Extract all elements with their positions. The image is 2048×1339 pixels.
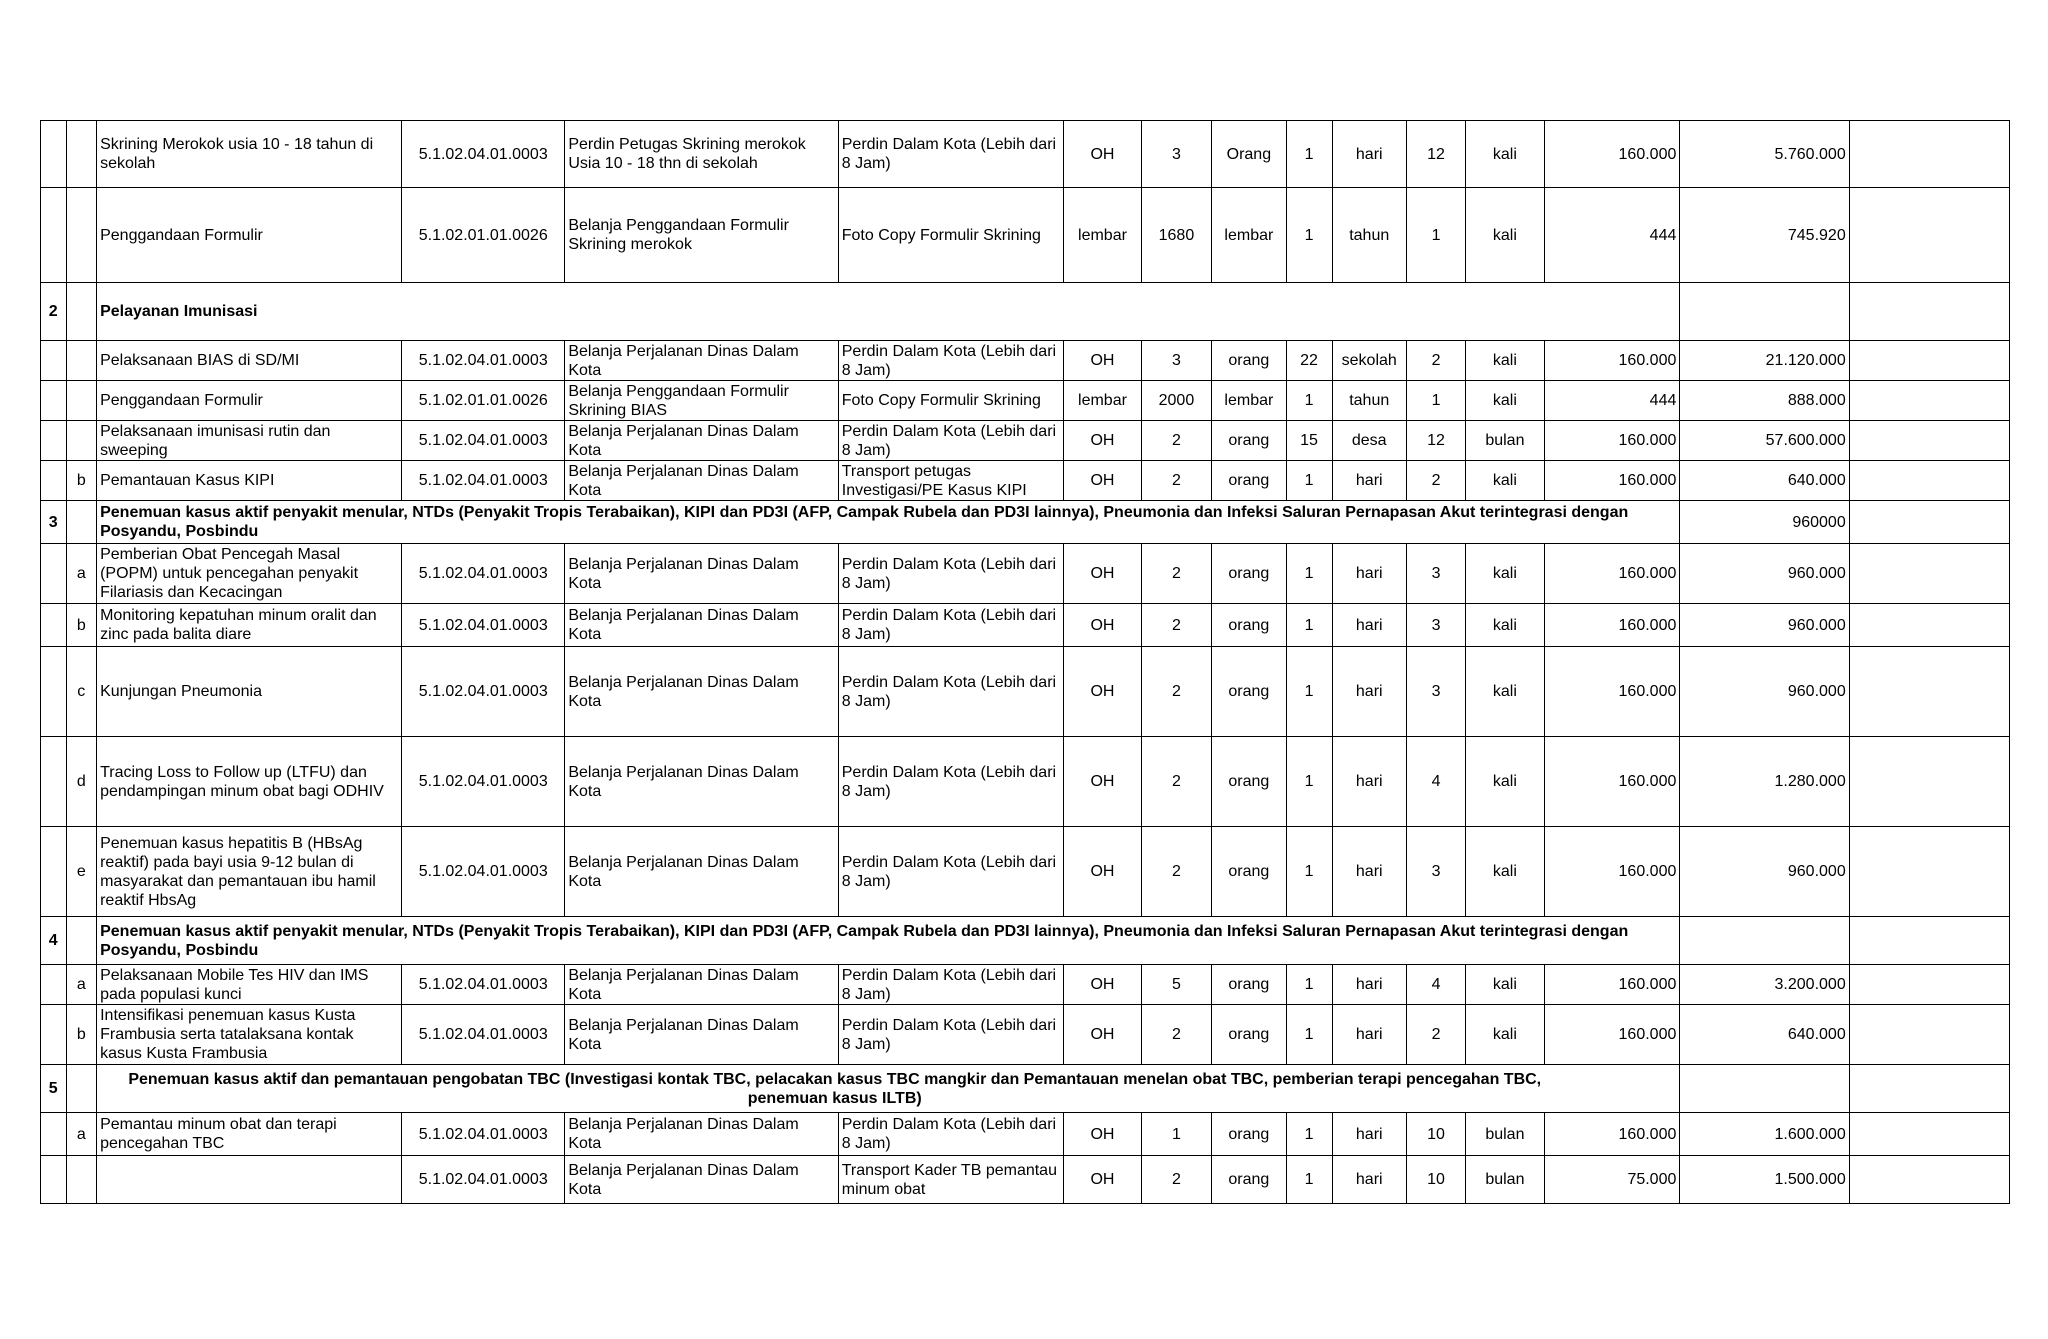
kode-cell: 5.1.02.04.01.0003 bbox=[402, 1113, 565, 1156]
kode-cell: 5.1.02.04.01.0003 bbox=[402, 647, 565, 737]
total-cell: 1.280.000 bbox=[1680, 737, 1849, 827]
total-cell: 1.600.000 bbox=[1680, 1113, 1849, 1156]
satuan-1-cell: orang bbox=[1212, 1113, 1286, 1156]
volume-3-cell: 2 bbox=[1406, 461, 1465, 501]
belanja-cell: Belanja Perjalanan Dinas Dalam Kota bbox=[565, 544, 838, 604]
volume-3-cell: 1 bbox=[1406, 188, 1465, 283]
no-cell bbox=[41, 421, 67, 461]
volume-2-cell: 22 bbox=[1286, 341, 1332, 381]
table-row bbox=[41, 647, 2010, 737]
volume-1-cell: 2 bbox=[1141, 604, 1211, 647]
kode-cell: 5.1.02.04.01.0003 bbox=[402, 827, 565, 917]
satuan-cell: OH bbox=[1064, 544, 1142, 604]
harga-cell: 160.000 bbox=[1544, 1113, 1680, 1156]
total-cell: 3.200.000 bbox=[1680, 965, 1849, 1005]
kode-cell: 5.1.02.04.01.0003 bbox=[402, 604, 565, 647]
keterangan-cell bbox=[1849, 737, 2009, 827]
section-number: 2 bbox=[41, 283, 67, 341]
belanja-cell: Belanja Perjalanan Dinas Dalam Kota bbox=[565, 341, 838, 381]
sub-cell: b bbox=[66, 1005, 97, 1065]
volume-2-cell: 1 bbox=[1286, 1113, 1332, 1156]
satuan-3-cell: bulan bbox=[1466, 1113, 1545, 1156]
table-row bbox=[41, 1113, 2010, 1156]
satuan-cell: OH bbox=[1064, 341, 1142, 381]
volume-3-cell: 1 bbox=[1406, 381, 1465, 421]
satuan-cell: OH bbox=[1064, 421, 1142, 461]
harga-cell: 160.000 bbox=[1544, 1005, 1680, 1065]
uraian-cell: Perdin Dalam Kota (Lebih dari 8 Jam) bbox=[838, 1005, 1063, 1065]
kode-cell: 5.1.02.04.01.0003 bbox=[402, 1156, 565, 1204]
kegiatan-cell: Monitoring kepatuhan minum oralit dan zinc pada balita diare bbox=[97, 604, 402, 647]
satuan-1-cell: orang bbox=[1212, 461, 1286, 501]
kegiatan-cell: Intensifikasi penemuan kasus Kusta Frambusia serta tatalaksana kontak kasus Kusta Frambusia bbox=[97, 1005, 402, 1065]
harga-cell: 444 bbox=[1544, 188, 1680, 283]
keterangan-cell bbox=[1849, 341, 2009, 381]
volume-2-cell: 1 bbox=[1286, 647, 1332, 737]
uraian-cell: Perdin Dalam Kota (Lebih dari 8 Jam) bbox=[838, 421, 1063, 461]
sub-cell bbox=[66, 188, 97, 283]
table-row bbox=[41, 381, 2010, 421]
volume-1-cell: 1680 bbox=[1141, 188, 1211, 283]
harga-cell: 160.000 bbox=[1544, 647, 1680, 737]
volume-1-cell: 2 bbox=[1141, 827, 1211, 917]
satuan-2-cell: hari bbox=[1332, 121, 1406, 188]
volume-1-cell: 3 bbox=[1141, 341, 1211, 381]
total-cell: 1.500.000 bbox=[1680, 1156, 1849, 1204]
satuan-2-cell: hari bbox=[1332, 1156, 1406, 1204]
sub-cell: c bbox=[66, 647, 97, 737]
volume-3-cell: 12 bbox=[1406, 421, 1465, 461]
total-cell: 640.000 bbox=[1680, 461, 1849, 501]
kode-cell: 5.1.02.04.01.0003 bbox=[402, 965, 565, 1005]
volume-1-cell: 1 bbox=[1141, 1113, 1211, 1156]
no-cell bbox=[41, 1113, 67, 1156]
kegiatan-cell: Penemuan kasus hepatitis B (HBsAg reaktif) pada bayi usia 9-12 bulan di masyarakat dan pemantauan ibu hamil reaktif HbsAg bbox=[97, 827, 402, 917]
sub-cell: b bbox=[66, 604, 97, 647]
satuan-2-cell: hari bbox=[1332, 1113, 1406, 1156]
volume-2-cell: 1 bbox=[1286, 737, 1332, 827]
volume-1-cell: 2 bbox=[1141, 1156, 1211, 1204]
satuan-cell: OH bbox=[1064, 827, 1142, 917]
satuan-1-cell: Orang bbox=[1212, 121, 1286, 188]
keterangan-cell bbox=[1849, 121, 2009, 188]
no-cell bbox=[41, 737, 67, 827]
section-title: Penemuan kasus aktif dan pemantauan pengobatan TBC (Investigasi kontak TBC, pelacakan kasus TBC mangkir dan Pemantauan menelan obat TBC, pemberian terapi pencegahan TBC, penemuan kasus ILTB) bbox=[97, 1065, 1680, 1113]
section-title: Penemuan kasus aktif penyakit menular, NTDs (Penyakit Tropis Terabaikan), KIPI dan PD3I (AFP, Campak Rubela dan PD3I lainnya), Pneumonia dan Infeksi Saluran Pernapasan Akut terintegrasi dengan Posyandu, Posbindu bbox=[97, 917, 1680, 965]
sub-cell bbox=[66, 341, 97, 381]
keterangan-cell bbox=[1849, 188, 2009, 283]
section-number: 5 bbox=[41, 1065, 67, 1113]
satuan-1-cell: orang bbox=[1212, 544, 1286, 604]
section-row bbox=[41, 917, 2010, 965]
volume-2-cell: 1 bbox=[1286, 604, 1332, 647]
volume-3-cell: 2 bbox=[1406, 341, 1465, 381]
total-cell: 21.120.000 bbox=[1680, 341, 1849, 381]
satuan-2-cell: hari bbox=[1332, 647, 1406, 737]
volume-2-cell: 1 bbox=[1286, 827, 1332, 917]
volume-1-cell: 2 bbox=[1141, 544, 1211, 604]
satuan-2-cell: hari bbox=[1332, 965, 1406, 1005]
uraian-cell: Perdin Dalam Kota (Lebih dari 8 Jam) bbox=[838, 647, 1063, 737]
kegiatan-cell: Pelaksanaan imunisasi rutin dan sweeping bbox=[97, 421, 402, 461]
harga-cell: 75.000 bbox=[1544, 1156, 1680, 1204]
total-cell: 57.600.000 bbox=[1680, 421, 1849, 461]
kegiatan-cell: Penggandaan Formulir bbox=[97, 188, 402, 283]
no-cell bbox=[41, 188, 67, 283]
harga-cell: 160.000 bbox=[1544, 421, 1680, 461]
uraian-cell: Foto Copy Formulir Skrining bbox=[838, 381, 1063, 421]
no-cell bbox=[41, 965, 67, 1005]
belanja-cell: Belanja Penggandaan Formulir Skrining BIAS bbox=[565, 381, 838, 421]
satuan-3-cell: kali bbox=[1466, 381, 1545, 421]
kegiatan-cell: Pemberian Obat Pencegah Masal (POPM) untuk pencegahan penyakit Filariasis dan Kecacingan bbox=[97, 544, 402, 604]
uraian-cell: Perdin Dalam Kota (Lebih dari 8 Jam) bbox=[838, 544, 1063, 604]
satuan-3-cell: kali bbox=[1466, 461, 1545, 501]
keterangan-cell bbox=[1849, 827, 2009, 917]
total-cell: 960.000 bbox=[1680, 604, 1849, 647]
sub-cell: a bbox=[66, 544, 97, 604]
sub-cell bbox=[66, 501, 97, 544]
table-row bbox=[41, 544, 2010, 604]
satuan-2-cell: hari bbox=[1332, 737, 1406, 827]
total-cell: 960.000 bbox=[1680, 647, 1849, 737]
satuan-cell: OH bbox=[1064, 1113, 1142, 1156]
section-title: Pelayanan Imunisasi bbox=[97, 283, 1680, 341]
budget-table bbox=[40, 120, 2010, 1204]
harga-cell: 160.000 bbox=[1544, 604, 1680, 647]
keterangan-cell bbox=[1849, 1005, 2009, 1065]
satuan-cell: OH bbox=[1064, 1156, 1142, 1204]
satuan-2-cell: hari bbox=[1332, 544, 1406, 604]
kode-cell: 5.1.02.04.01.0003 bbox=[402, 421, 565, 461]
volume-2-cell: 1 bbox=[1286, 1005, 1332, 1065]
volume-2-cell: 1 bbox=[1286, 121, 1332, 188]
uraian-cell: Transport Kader TB pemantau minum obat bbox=[838, 1156, 1063, 1204]
volume-2-cell: 1 bbox=[1286, 544, 1332, 604]
no-cell bbox=[41, 461, 67, 501]
harga-cell: 160.000 bbox=[1544, 827, 1680, 917]
uraian-cell: Perdin Dalam Kota (Lebih dari 8 Jam) bbox=[838, 341, 1063, 381]
satuan-1-cell: orang bbox=[1212, 1156, 1286, 1204]
volume-3-cell: 2 bbox=[1406, 1005, 1465, 1065]
volume-2-cell: 1 bbox=[1286, 461, 1332, 501]
harga-cell: 160.000 bbox=[1544, 965, 1680, 1005]
uraian-cell: Foto Copy Formulir Skrining bbox=[838, 188, 1063, 283]
sub-cell: a bbox=[66, 1113, 97, 1156]
section-value bbox=[1680, 1065, 1849, 1113]
volume-3-cell: 3 bbox=[1406, 827, 1465, 917]
satuan-1-cell: orang bbox=[1212, 1005, 1286, 1065]
keterangan-cell bbox=[1849, 461, 2009, 501]
table-row bbox=[41, 827, 2010, 917]
kode-cell: 5.1.02.04.01.0003 bbox=[402, 544, 565, 604]
belanja-cell: Belanja Perjalanan Dinas Dalam Kota bbox=[565, 737, 838, 827]
total-cell: 888.000 bbox=[1680, 381, 1849, 421]
kode-cell: 5.1.02.04.01.0003 bbox=[402, 121, 565, 188]
harga-cell: 444 bbox=[1544, 381, 1680, 421]
volume-3-cell: 10 bbox=[1406, 1113, 1465, 1156]
sub-cell bbox=[66, 121, 97, 188]
satuan-2-cell: hari bbox=[1332, 1005, 1406, 1065]
kegiatan-cell: Pelaksanaan BIAS di SD/MI bbox=[97, 341, 402, 381]
satuan-cell: OH bbox=[1064, 121, 1142, 188]
volume-2-cell: 1 bbox=[1286, 188, 1332, 283]
total-cell: 640.000 bbox=[1680, 1005, 1849, 1065]
belanja-cell: Belanja Perjalanan Dinas Dalam Kota bbox=[565, 604, 838, 647]
harga-cell: 160.000 bbox=[1544, 737, 1680, 827]
total-cell: 960.000 bbox=[1680, 544, 1849, 604]
sub-cell bbox=[66, 381, 97, 421]
kegiatan-cell: Penggandaan Formulir bbox=[97, 381, 402, 421]
kode-cell: 5.1.02.01.01.0026 bbox=[402, 381, 565, 421]
satuan-3-cell: kali bbox=[1466, 827, 1545, 917]
harga-cell: 160.000 bbox=[1544, 544, 1680, 604]
volume-1-cell: 2 bbox=[1141, 737, 1211, 827]
volume-3-cell: 10 bbox=[1406, 1156, 1465, 1204]
section-number: 4 bbox=[41, 917, 67, 965]
kode-cell: 5.1.02.04.01.0003 bbox=[402, 341, 565, 381]
belanja-cell: Belanja Perjalanan Dinas Dalam Kota bbox=[565, 1005, 838, 1065]
section-value bbox=[1680, 917, 1849, 965]
kode-cell: 5.1.02.01.01.0026 bbox=[402, 188, 565, 283]
belanja-cell: Belanja Perjalanan Dinas Dalam Kota bbox=[565, 1113, 838, 1156]
satuan-cell: OH bbox=[1064, 737, 1142, 827]
table-row bbox=[41, 461, 2010, 501]
kode-cell: 5.1.02.04.01.0003 bbox=[402, 461, 565, 501]
belanja-cell: Belanja Perjalanan Dinas Dalam Kota bbox=[565, 1156, 838, 1204]
satuan-1-cell: orang bbox=[1212, 604, 1286, 647]
volume-1-cell: 2 bbox=[1141, 461, 1211, 501]
satuan-3-cell: kali bbox=[1466, 341, 1545, 381]
kode-cell: 5.1.02.04.01.0003 bbox=[402, 1005, 565, 1065]
volume-3-cell: 3 bbox=[1406, 544, 1465, 604]
satuan-cell: OH bbox=[1064, 604, 1142, 647]
volume-3-cell: 12 bbox=[1406, 121, 1465, 188]
satuan-1-cell: orang bbox=[1212, 737, 1286, 827]
volume-2-cell: 15 bbox=[1286, 421, 1332, 461]
sub-cell: e bbox=[66, 827, 97, 917]
no-cell bbox=[41, 1156, 67, 1204]
keterangan-cell bbox=[1849, 544, 2009, 604]
keterangan-cell bbox=[1849, 381, 2009, 421]
satuan-cell: OH bbox=[1064, 1005, 1142, 1065]
kode-cell: 5.1.02.04.01.0003 bbox=[402, 737, 565, 827]
table-row bbox=[41, 1005, 2010, 1065]
table-row bbox=[41, 737, 2010, 827]
volume-2-cell: 1 bbox=[1286, 1156, 1332, 1204]
satuan-1-cell: lembar bbox=[1212, 188, 1286, 283]
no-cell bbox=[41, 647, 67, 737]
belanja-cell: Belanja Perjalanan Dinas Dalam Kota bbox=[565, 647, 838, 737]
satuan-1-cell: orang bbox=[1212, 965, 1286, 1005]
kegiatan-cell: Pemantauan Kasus KIPI bbox=[97, 461, 402, 501]
volume-1-cell: 2 bbox=[1141, 647, 1211, 737]
belanja-cell: Perdin Petugas Skrining merokok Usia 10 - 18 thn di sekolah bbox=[565, 121, 838, 188]
section-row bbox=[41, 283, 2010, 341]
volume-1-cell: 3 bbox=[1141, 121, 1211, 188]
sub-cell bbox=[66, 1156, 97, 1204]
kegiatan-cell bbox=[97, 1156, 402, 1204]
volume-1-cell: 5 bbox=[1141, 965, 1211, 1005]
satuan-3-cell: kali bbox=[1466, 1005, 1545, 1065]
kegiatan-cell: Pelaksanaan Mobile Tes HIV dan IMS pada populasi kunci bbox=[97, 965, 402, 1005]
table-row bbox=[41, 121, 2010, 188]
keterangan-cell bbox=[1849, 1065, 2009, 1113]
no-cell bbox=[41, 121, 67, 188]
kegiatan-cell: Pemantau minum obat dan terapi pencegahan TBC bbox=[97, 1113, 402, 1156]
total-cell: 745.920 bbox=[1680, 188, 1849, 283]
satuan-2-cell: sekolah bbox=[1332, 341, 1406, 381]
satuan-2-cell: tahun bbox=[1332, 381, 1406, 421]
uraian-cell: Perdin Dalam Kota (Lebih dari 8 Jam) bbox=[838, 1113, 1063, 1156]
section-row bbox=[41, 1065, 2010, 1113]
volume-3-cell: 3 bbox=[1406, 604, 1465, 647]
no-cell bbox=[41, 604, 67, 647]
volume-2-cell: 1 bbox=[1286, 965, 1332, 1005]
uraian-cell: Perdin Dalam Kota (Lebih dari 8 Jam) bbox=[838, 965, 1063, 1005]
harga-cell: 160.000 bbox=[1544, 121, 1680, 188]
keterangan-cell bbox=[1849, 1113, 2009, 1156]
satuan-2-cell: hari bbox=[1332, 604, 1406, 647]
volume-1-cell: 2 bbox=[1141, 1005, 1211, 1065]
uraian-cell: Transport petugas Investigasi/PE Kasus KIPI bbox=[838, 461, 1063, 501]
no-cell bbox=[41, 341, 67, 381]
satuan-1-cell: orang bbox=[1212, 341, 1286, 381]
belanja-cell: Belanja Perjalanan Dinas Dalam Kota bbox=[565, 827, 838, 917]
satuan-1-cell: lembar bbox=[1212, 381, 1286, 421]
satuan-3-cell: kali bbox=[1466, 188, 1545, 283]
sub-cell bbox=[66, 1065, 97, 1113]
harga-cell: 160.000 bbox=[1544, 341, 1680, 381]
keterangan-cell bbox=[1849, 421, 2009, 461]
belanja-cell: Belanja Perjalanan Dinas Dalam Kota bbox=[565, 421, 838, 461]
volume-3-cell: 3 bbox=[1406, 647, 1465, 737]
sub-cell bbox=[66, 421, 97, 461]
satuan-cell: lembar bbox=[1064, 188, 1142, 283]
satuan-3-cell: kali bbox=[1466, 737, 1545, 827]
satuan-1-cell: orang bbox=[1212, 827, 1286, 917]
kegiatan-cell: Skrining Merokok usia 10 - 18 tahun di sekolah bbox=[97, 121, 402, 188]
keterangan-cell bbox=[1849, 917, 2009, 965]
satuan-cell: OH bbox=[1064, 647, 1142, 737]
kegiatan-cell: Tracing Loss to Follow up (LTFU) dan pendampingan minum obat bagi ODHIV bbox=[97, 737, 402, 827]
budget-table-body bbox=[41, 121, 2010, 1204]
keterangan-cell bbox=[1849, 647, 2009, 737]
table-row bbox=[41, 421, 2010, 461]
kegiatan-cell: Kunjungan Pneumonia bbox=[97, 647, 402, 737]
uraian-cell: Perdin Dalam Kota (Lebih dari 8 Jam) bbox=[838, 121, 1063, 188]
satuan-1-cell: orang bbox=[1212, 421, 1286, 461]
no-cell bbox=[41, 544, 67, 604]
satuan-1-cell: orang bbox=[1212, 647, 1286, 737]
sub-cell: b bbox=[66, 461, 97, 501]
volume-1-cell: 2 bbox=[1141, 421, 1211, 461]
sub-cell bbox=[66, 283, 97, 341]
satuan-3-cell: kali bbox=[1466, 965, 1545, 1005]
satuan-3-cell: bulan bbox=[1466, 1156, 1545, 1204]
uraian-cell: Perdin Dalam Kota (Lebih dari 8 Jam) bbox=[838, 827, 1063, 917]
section-row bbox=[41, 501, 2010, 544]
satuan-cell: OH bbox=[1064, 461, 1142, 501]
section-number: 3 bbox=[41, 501, 67, 544]
no-cell bbox=[41, 1005, 67, 1065]
no-cell bbox=[41, 827, 67, 917]
volume-1-cell: 2000 bbox=[1141, 381, 1211, 421]
satuan-cell: OH bbox=[1064, 965, 1142, 1005]
total-cell: 5.760.000 bbox=[1680, 121, 1849, 188]
satuan-2-cell: tahun bbox=[1332, 188, 1406, 283]
section-value: 960000 bbox=[1680, 501, 1849, 544]
uraian-cell: Perdin Dalam Kota (Lebih dari 8 Jam) bbox=[838, 604, 1063, 647]
satuan-2-cell: desa bbox=[1332, 421, 1406, 461]
satuan-3-cell: kali bbox=[1466, 544, 1545, 604]
satuan-cell: lembar bbox=[1064, 381, 1142, 421]
uraian-cell: Perdin Dalam Kota (Lebih dari 8 Jam) bbox=[838, 737, 1063, 827]
satuan-3-cell: bulan bbox=[1466, 421, 1545, 461]
table-row bbox=[41, 1156, 2010, 1204]
volume-3-cell: 4 bbox=[1406, 737, 1465, 827]
table-row bbox=[41, 604, 2010, 647]
section-title: Penemuan kasus aktif penyakit menular, NTDs (Penyakit Tropis Terabaikan), KIPI dan PD3I (AFP, Campak Rubela dan PD3I lainnya), Pneumonia dan Infeksi Saluran Pernapasan Akut terintegrasi dengan Posyandu, Posbindu bbox=[97, 501, 1680, 544]
sub-cell: d bbox=[66, 737, 97, 827]
table-row bbox=[41, 965, 2010, 1005]
volume-3-cell: 4 bbox=[1406, 965, 1465, 1005]
satuan-2-cell: hari bbox=[1332, 461, 1406, 501]
satuan-3-cell: kali bbox=[1466, 604, 1545, 647]
section-value bbox=[1680, 283, 1849, 341]
harga-cell: 160.000 bbox=[1544, 461, 1680, 501]
belanja-cell: Belanja Perjalanan Dinas Dalam Kota bbox=[565, 461, 838, 501]
sub-cell: a bbox=[66, 965, 97, 1005]
satuan-3-cell: kali bbox=[1466, 647, 1545, 737]
table-row bbox=[41, 188, 2010, 283]
volume-2-cell: 1 bbox=[1286, 381, 1332, 421]
keterangan-cell bbox=[1849, 501, 2009, 544]
total-cell: 960.000 bbox=[1680, 827, 1849, 917]
satuan-2-cell: hari bbox=[1332, 827, 1406, 917]
satuan-3-cell: kali bbox=[1466, 121, 1545, 188]
table-row bbox=[41, 341, 2010, 381]
no-cell bbox=[41, 381, 67, 421]
belanja-cell: Belanja Perjalanan Dinas Dalam Kota bbox=[565, 965, 838, 1005]
keterangan-cell bbox=[1849, 604, 2009, 647]
keterangan-cell bbox=[1849, 1156, 2009, 1204]
keterangan-cell bbox=[1849, 283, 2009, 341]
belanja-cell: Belanja Penggandaan Formulir Skrining merokok bbox=[565, 188, 838, 283]
sub-cell bbox=[66, 917, 97, 965]
keterangan-cell bbox=[1849, 965, 2009, 1005]
